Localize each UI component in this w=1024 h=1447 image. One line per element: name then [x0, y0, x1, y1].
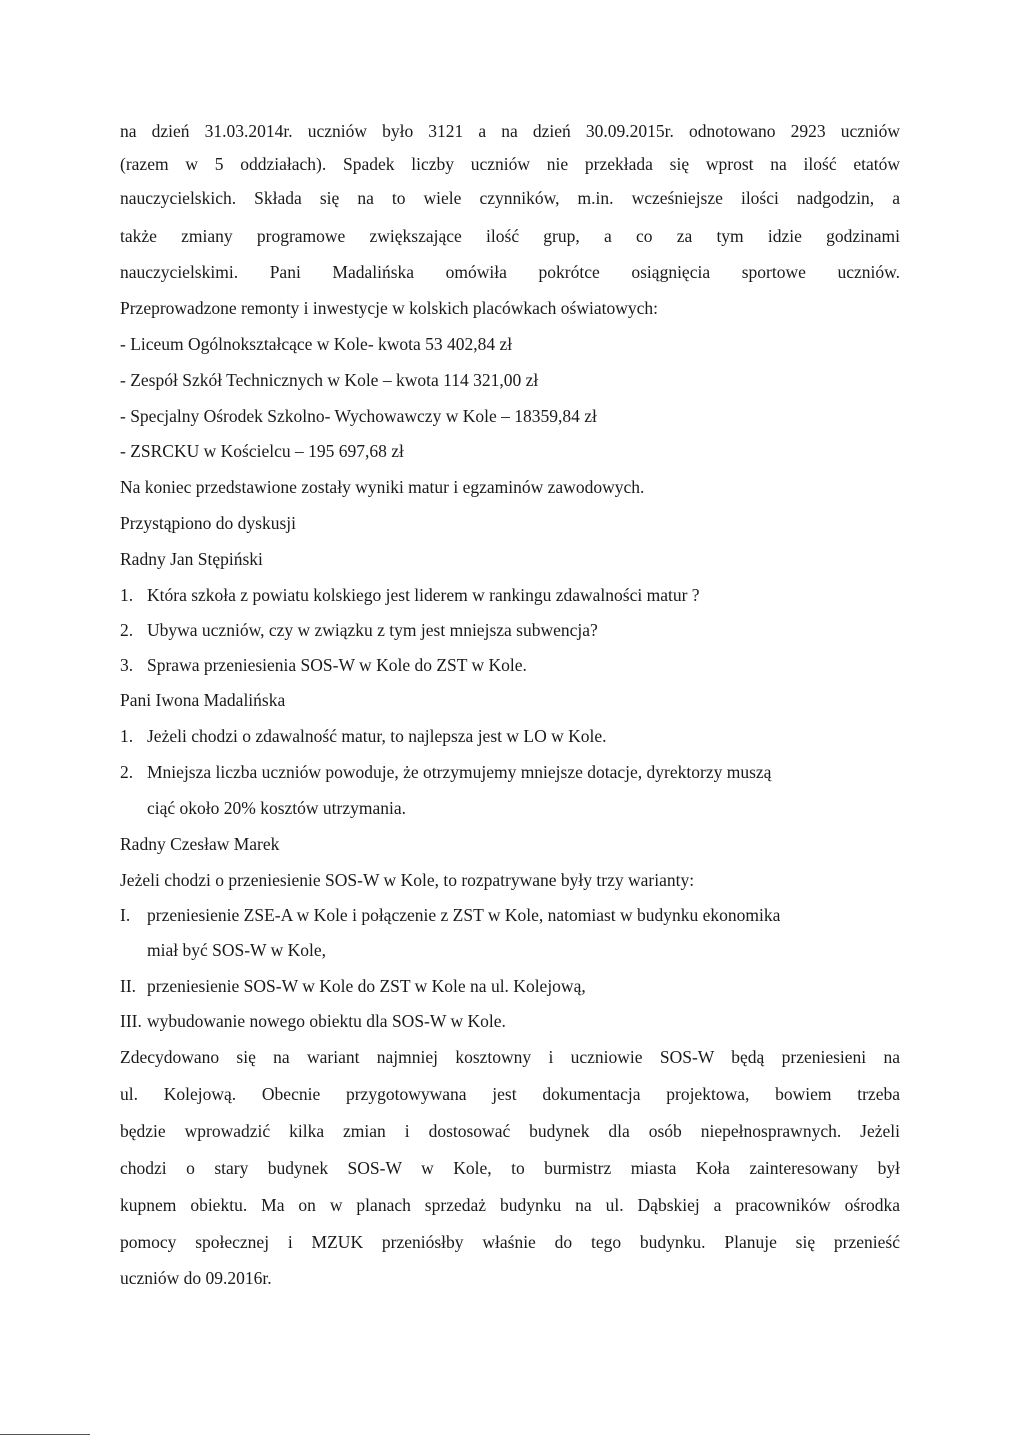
question-text: Ubywa uczniów, czy w związku z tym jest mniejsza subwencja? [147, 620, 598, 640]
paragraph-line: nauczycielskich. Składa się na to wiele czynników, m.in. wcześniejsze ilości nadgodzin, a [120, 188, 900, 208]
answer-text: Jeżeli chodzi o zdawalność matur, to najlepsza jest w LO w Kole. [147, 726, 607, 746]
paragraph-line: będzie wprowadzić kilka zmian i dostosować budynek dla osób niepełnosprawnych. Jeżeli [120, 1121, 900, 1141]
answer-number: 2. [120, 762, 134, 782]
list-item: - Zespół Szkół Technicznych w Kole – kwota 114 321,00 zł [120, 370, 539, 390]
variant-continuation: miał być SOS-W w Kole, [147, 940, 327, 960]
question-number: 2. [120, 620, 134, 640]
paragraph-line: Zdecydowano się na wariant najmniej kosztowny i uczniowie SOS-W będą przeniesieni na [120, 1047, 900, 1067]
question-text: Sprawa przeniesienia SOS-W w Kole do ZST w Kole. [147, 655, 527, 675]
paragraph-line: ul. Kolejową. Obecnie przygotowywana jest dokumentacja projektowa, bowiem trzeba [120, 1084, 900, 1104]
variant-number: III. [120, 1011, 142, 1031]
paragraph-line: nauczycielskimi. Pani Madalińska omówiła pokrótce osiągnięcia sportowe uczniów. [120, 262, 900, 282]
list-item: - Specjalny Ośrodek Szkolno- Wychowawczy w Kole – 18359,84 zł [120, 406, 597, 426]
paragraph-line: kupnem obiektu. Ma on w planach sprzedaż budynku na ul. Dąbskiej a pracowników ośrodka [120, 1195, 900, 1215]
variant-text: przeniesienie SOS-W w Kole do ZST w Kole na ul. Kolejową, [147, 976, 586, 996]
speaker-name: Radny Jan Stępiński [120, 549, 263, 569]
paragraph-line: Jeżeli chodzi o przeniesienie SOS-W w Kole, to rozpatrywane były trzy warianty: [120, 870, 695, 890]
speaker-name: Radny Czesław Marek [120, 834, 280, 854]
answer-continuation: ciąć około 20% kosztów utrzymania. [147, 798, 407, 818]
footer-rule [0, 1434, 90, 1435]
variant-number: II. [120, 976, 137, 996]
paragraph-line: Na koniec przedstawione zostały wyniki matur i egzaminów zawodowych. [120, 477, 645, 497]
paragraph-line: także zmiany programowe zwiększające ilość grup, a co za tym idzie godzinami [120, 226, 900, 246]
variant-number: I. [120, 905, 131, 925]
paragraph-line: Przystąpiono do dyskusji [120, 513, 296, 533]
paragraph-line: uczniów do 09.2016r. [120, 1268, 272, 1288]
variant-text: przeniesienie ZSE-A w Kole i połączenie z ZST w Kole, natomiast w budynku ekonomika [147, 905, 781, 925]
question-text: Która szkoła z powiatu kolskiego jest liderem w rankingu zdawalności matur ? [147, 585, 700, 605]
paragraph-line: Przeprowadzone remonty i inwestycje w kolskich placówkach oświatowych: [120, 298, 658, 318]
variant-text: wybudowanie nowego obiektu dla SOS-W w Kole. [147, 1011, 506, 1031]
paragraph-line: chodzi o stary budynek SOS-W w Kole, to burmistrz miasta Koła zainteresowany był [120, 1158, 900, 1178]
list-item: - ZSRCKU w Kościelcu – 195 697,68 zł [120, 441, 404, 461]
paragraph-line: pomocy społecznej i MZUK przeniósłby właśnie do tego budynku. Planuje się przenieść [120, 1232, 900, 1252]
question-number: 1. [120, 585, 134, 605]
question-number: 3. [120, 655, 134, 675]
paragraph-line: na dzień 31.03.2014r. uczniów było 3121 a na dzień 30.09.2015r. odnotowano 2923 uczniów [120, 121, 900, 141]
speaker-name: Pani Iwona Madalińska [120, 690, 286, 710]
answer-text: Mniejsza liczba uczniów powoduje, że otrzymujemy mniejsze dotacje, dyrektorzy muszą [147, 762, 772, 782]
paragraph-line: (razem w 5 oddziałach). Spadek liczby uczniów nie przekłada się wprost na ilość etatów [120, 154, 900, 174]
answer-number: 1. [120, 726, 134, 746]
list-item: - Liceum Ogólnokształcące w Kole- kwota 53 402,84 zł [120, 334, 513, 354]
